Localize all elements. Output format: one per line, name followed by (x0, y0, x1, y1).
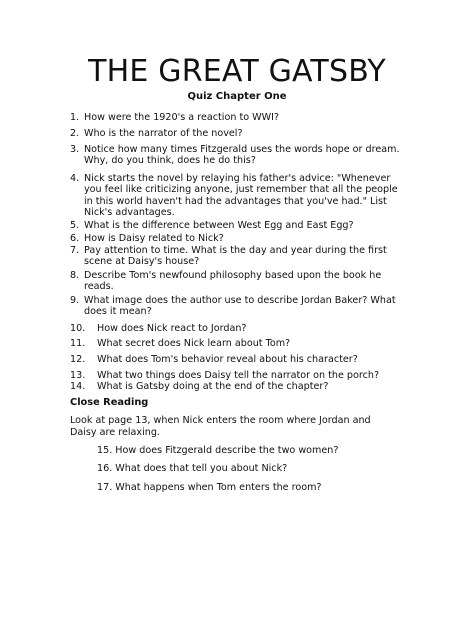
close-reading-heading: Close Reading (70, 397, 149, 408)
question-number: 12. (70, 354, 86, 365)
question-text: Describe Tom's newfound philosophy based upon the book he reads. (84, 270, 382, 293)
question-number: 5. (70, 220, 80, 231)
question-4 (70, 173, 400, 219)
close-reading-question-16: 16. What does that tell you about Nick? (97, 463, 288, 474)
question-number: 2. (70, 128, 80, 139)
question-number: 13. (70, 370, 86, 381)
question-number: 6. (70, 233, 80, 244)
question-number: 10. (70, 323, 86, 334)
question-3 (70, 144, 400, 167)
question-text: Nick starts the novel by relaying his father's advice: "Whenever you feel like criticizing anyone, just remember that all the people in this world haven't had the advantages that you've had." List Nick's advantages. (84, 173, 398, 219)
question-text: What does Tom's behavior reveal about his character? (97, 354, 358, 365)
question-text: Pay attention to time. What is the day and year during the first scene at Daisy's house? (84, 245, 387, 268)
question-9 (70, 295, 400, 318)
question-text: How were the 1920's a reaction to WWI? (84, 112, 280, 123)
question-text: Who is the narrator of the novel? (84, 128, 243, 139)
close-reading-intro: Look at page 13, when Nick enters the room where Jordan and Daisy are relaxing. (70, 415, 371, 438)
question-number: 9. (70, 295, 80, 306)
document-subtitle: Quiz Chapter One (187, 91, 287, 102)
question-text: What is Gatsby doing at the end of the chapter? (97, 381, 329, 392)
question-text: What secret does Nick learn about Tom? (97, 338, 291, 349)
question-text: What image does the author use to describe Jordan Baker? What does it mean? (84, 295, 396, 318)
close-reading-question-17: 17. What happens when Tom enters the room? (97, 482, 322, 493)
question-number: 3. (70, 144, 80, 155)
question-14 (70, 381, 400, 392)
question-1 (70, 112, 400, 123)
question-2 (70, 128, 400, 139)
question-7 (70, 245, 400, 268)
question-13 (70, 370, 400, 381)
question-number: 8. (70, 270, 80, 281)
question-text: Notice how many times Fitzgerald uses the words hope or dream. Why, do you think, does he do this? (84, 144, 400, 167)
question-10 (70, 323, 400, 334)
question-text: What is the difference between West Egg and East Egg? (84, 220, 354, 231)
document-title: THE GREAT GATSBY (88, 54, 386, 89)
question-6 (70, 233, 400, 244)
question-text: How does Nick react to Jordan? (97, 323, 247, 334)
question-text: What two things does Daisy tell the narrator on the porch? (97, 370, 380, 381)
question-number: 4. (70, 173, 80, 184)
question-11 (70, 338, 400, 349)
question-text: How is Daisy related to Nick? (84, 233, 224, 244)
question-number: 11. (70, 338, 86, 349)
question-number: 14. (70, 381, 86, 392)
question-8 (70, 270, 400, 293)
question-number: 7. (70, 245, 80, 256)
close-reading-question-15: 15. How does Fitzgerald describe the two women? (97, 445, 339, 456)
question-number: 1. (70, 112, 80, 123)
question-12 (70, 354, 400, 365)
question-5 (70, 220, 400, 231)
